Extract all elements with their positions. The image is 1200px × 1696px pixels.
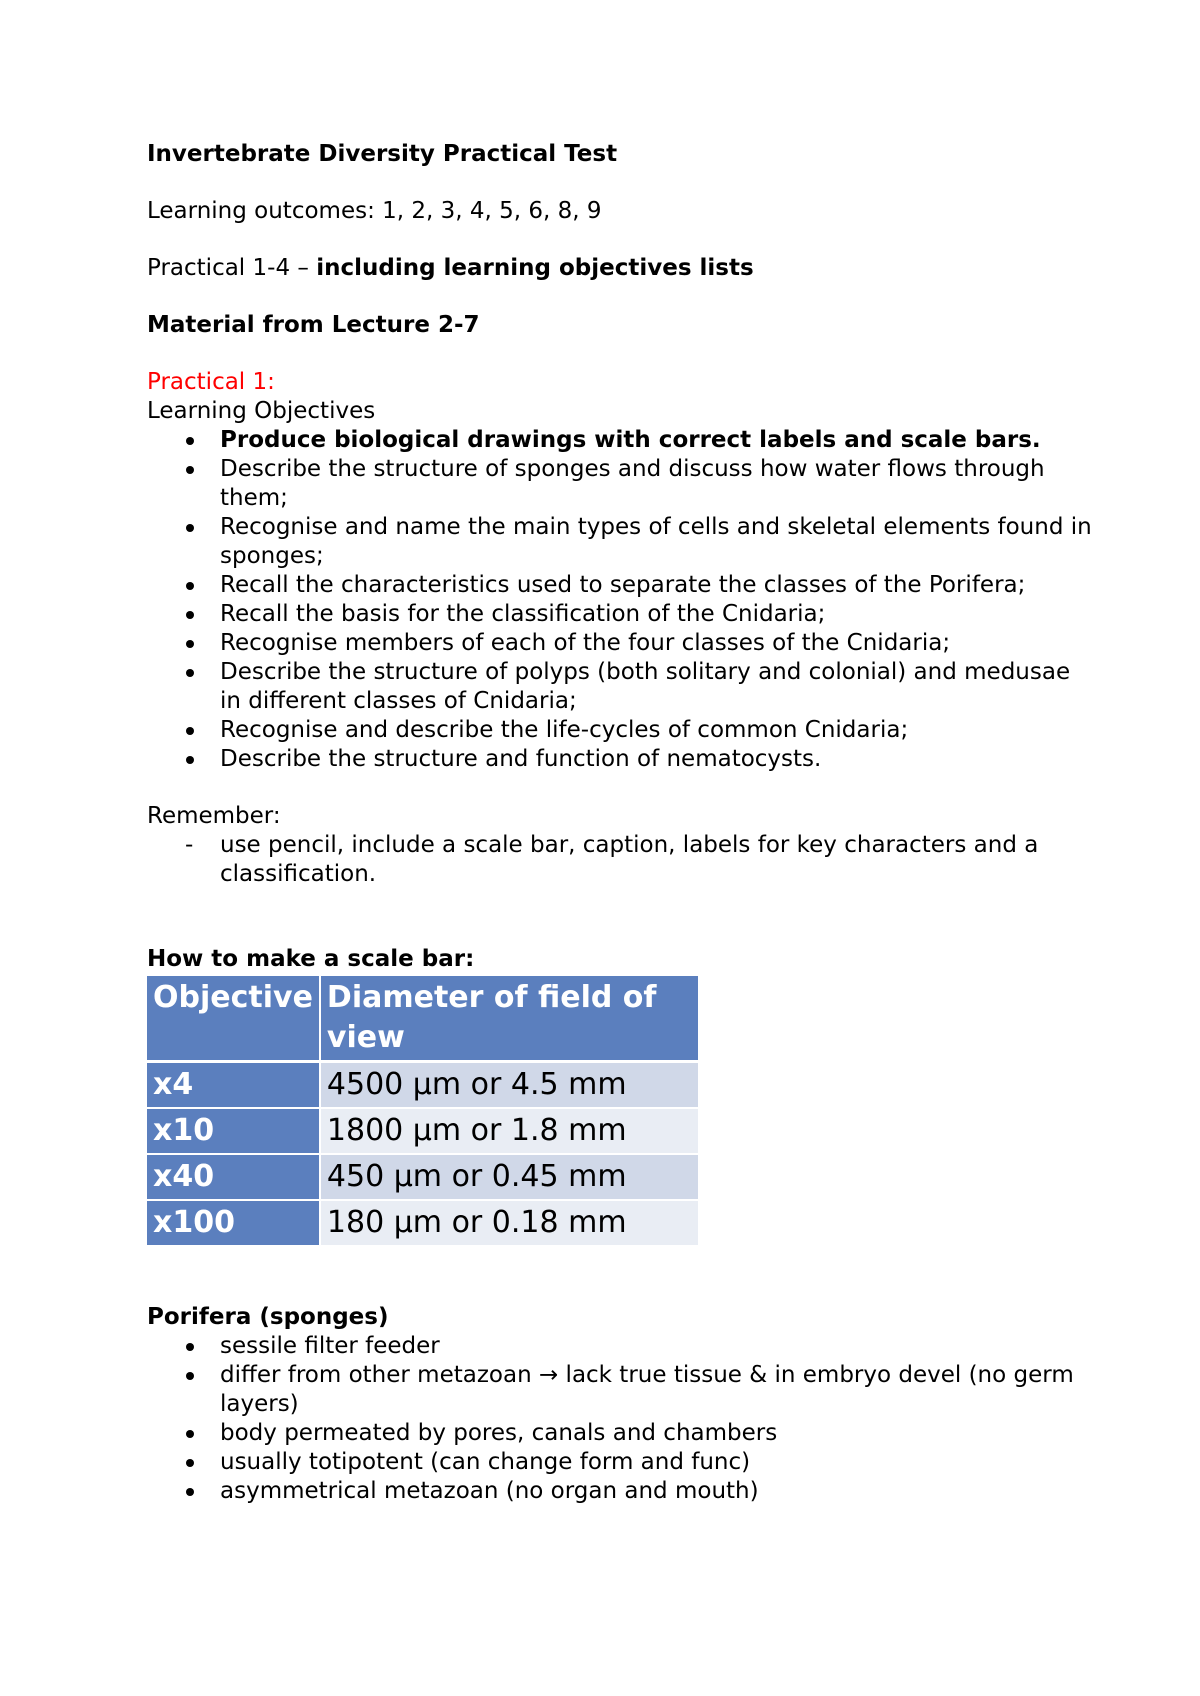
table-row (147, 1154, 698, 1200)
list-item (147, 831, 1097, 889)
learning-outcomes: Learning outcomes: 1, 2, 3, 4, 5, 6, 8, 9 (147, 198, 602, 224)
list-item (147, 629, 1097, 658)
practical1-heading: Practical 1: (147, 369, 275, 395)
list-item (147, 426, 1097, 455)
list-item (147, 571, 1097, 600)
list-item (147, 658, 1097, 716)
table-row (147, 1108, 698, 1154)
list-item (147, 1332, 1097, 1361)
scale-bar-heading: How to make a scale bar: (147, 946, 475, 972)
table-cell-diameter: 4500 µm or 4.5 mm (320, 1062, 698, 1109)
list-item-text: differ from other metazoan → lack true tissue & in embryo devel (no germ layers) (220, 1362, 1074, 1417)
list-item (147, 513, 1097, 571)
list-item-text: Recognise and name the main types of cells and skeletal elements found in sponges; (220, 514, 1092, 569)
table-row (147, 1200, 698, 1246)
material-heading: Material from Lecture 2-7 (147, 312, 480, 338)
list-item-text: asymmetrical metazoan (no organ and mouth) (220, 1478, 759, 1504)
list-item-text: use pencil, include a scale bar, caption, labels for key characters and a classification. (220, 832, 1039, 887)
list-item (147, 745, 1097, 774)
table-cell-diameter: 180 µm or 0.18 mm (320, 1200, 698, 1246)
document-title: Invertebrate Diversity Practical Test (147, 141, 618, 167)
table-header-row (147, 976, 698, 1062)
table-cell-objective: x100 (147, 1200, 320, 1246)
list-item-text: Produce biological drawings with correct labels and scale bars. (220, 427, 1041, 453)
table-cell-diameter: 1800 µm or 1.8 mm (320, 1108, 698, 1154)
list-item-text: Describe the structure of sponges and discuss how water flows through them; (220, 456, 1045, 511)
practical-range (147, 254, 1097, 283)
list-item-text: Describe the structure and function of nematocysts. (220, 746, 822, 772)
list-item (147, 1419, 1097, 1448)
table-header-diameter: Diameter of field of view (320, 976, 698, 1062)
list-item-text: Recall the characteristics used to separate the classes of the Porifera; (220, 572, 1026, 598)
porifera-heading: Porifera (sponges) (147, 1304, 389, 1330)
document-page (147, 140, 1097, 1506)
list-item-text: usually totipotent (can change form and func) (220, 1449, 751, 1475)
list-item (147, 1477, 1097, 1506)
table-cell-objective: x40 (147, 1154, 320, 1200)
table-header-objective: Objective (147, 976, 320, 1062)
table-row (147, 1062, 698, 1109)
table-cell-objective: x4 (147, 1062, 320, 1109)
table-cell-diameter: 450 µm or 0.45 mm (320, 1154, 698, 1200)
list-item (147, 1448, 1097, 1477)
list-item (147, 455, 1097, 513)
list-item-text: sessile filter feeder (220, 1333, 440, 1359)
list-item-text: Recall the basis for the classification of the Cnidaria; (220, 601, 826, 627)
table-cell-objective: x10 (147, 1108, 320, 1154)
remember-list (147, 831, 1097, 889)
scale-bar-table (147, 976, 698, 1247)
list-item (147, 716, 1097, 745)
porifera-list (147, 1332, 1097, 1506)
practical-range-prefix: Practical 1-4 – (147, 255, 317, 281)
learning-objectives-heading: Learning Objectives (147, 398, 376, 424)
list-item-text: Describe the structure of polyps (both solitary and colonial) and medusae in different classes of Cnidaria; (220, 659, 1071, 714)
remember-heading: Remember: (147, 803, 281, 829)
list-item (147, 600, 1097, 629)
list-item (147, 1361, 1097, 1419)
learning-objectives-list (147, 426, 1097, 774)
practical-range-bold: including learning objectives lists (316, 255, 754, 281)
list-item-text: Recognise members of each of the four classes of the Cnidaria; (220, 630, 951, 656)
list-item-text: body permeated by pores, canals and chambers (220, 1420, 778, 1446)
list-item-text: Recognise and describe the life-cycles of common Cnidaria; (220, 717, 909, 743)
